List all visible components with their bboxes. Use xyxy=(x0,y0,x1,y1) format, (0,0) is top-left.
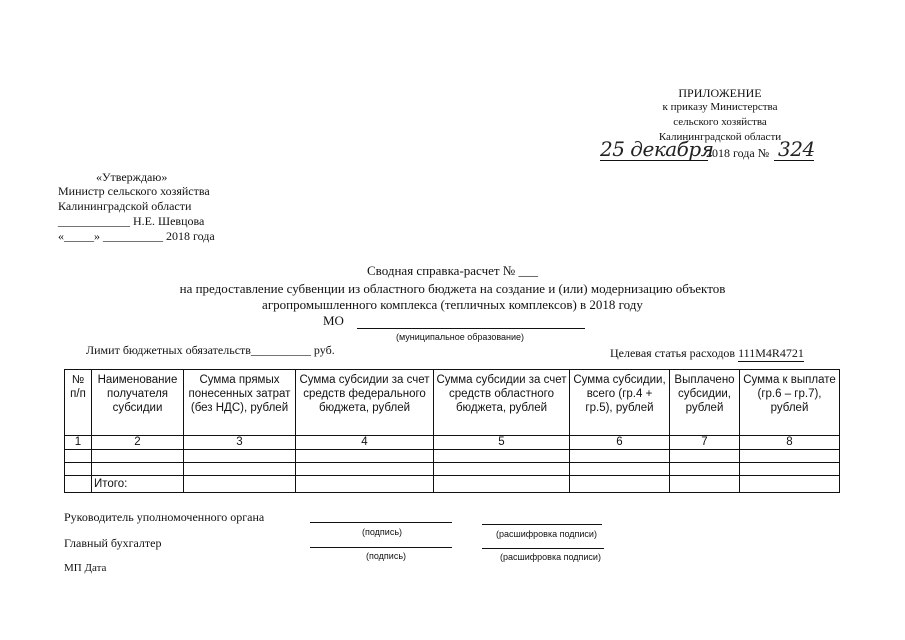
appendix-year-text: 2018 года № xyxy=(706,146,770,160)
accountant-sign-caption: (подпись) xyxy=(366,551,407,561)
appendix-date-underline xyxy=(600,160,708,161)
accountant-sign-line xyxy=(310,547,452,548)
doc-title-line-3: агропромышленного комплекса (тепличных комплексов) в 2018 году xyxy=(262,297,643,312)
table-total-row xyxy=(65,476,840,493)
table-row xyxy=(65,463,840,476)
number-cell: 3 xyxy=(184,436,296,450)
appendix-line-2: сельского хозяйства xyxy=(673,116,767,128)
approval-title: «Утверждаю» xyxy=(96,170,168,184)
mo-label: МО xyxy=(323,313,344,328)
header-cell: Выплачено субсидии, рублей xyxy=(670,370,740,436)
total-label: Итого: xyxy=(92,476,184,493)
head-label: Руководитель уполномоченного органа xyxy=(64,510,265,524)
appendix-number-handwritten: 324 xyxy=(778,137,815,161)
mo-caption: (муниципальное образование) xyxy=(396,332,525,342)
header-cell: № п/п xyxy=(65,370,92,436)
approval-date-line: «_____» __________ 2018 года xyxy=(58,229,215,243)
number-cell: 1 xyxy=(65,436,92,450)
accountant-decode-line xyxy=(482,548,604,549)
number-cell: 5 xyxy=(434,436,570,450)
appendix-title: ПРИЛОЖЕНИЕ xyxy=(678,86,762,100)
calculation-table xyxy=(64,369,840,493)
header-cell: Сумма субсидии за счет средств областного бюджета, рублей xyxy=(434,370,570,436)
head-sign-line xyxy=(310,522,452,523)
table-header-row xyxy=(65,370,840,436)
header-cell: Сумма прямых понесенных затрат (без НДС), рублей xyxy=(184,370,296,436)
target-row xyxy=(610,346,804,362)
accountant-label: Главный бухгалтер xyxy=(64,536,162,550)
approval-signature-line: ____________ Н.Е. Шевцова xyxy=(58,214,205,228)
appendix-number-underline xyxy=(774,160,814,161)
head-decode-caption: (расшифровка подписи) xyxy=(496,529,597,539)
number-cell: 6 xyxy=(570,436,670,450)
mp-date-label: МП Дата xyxy=(64,562,107,574)
appendix-line-3: Калининградской области xyxy=(658,131,782,143)
table-row xyxy=(65,450,840,463)
doc-title-line-2: на предоставление субвенции из областного бюджета на создание и (или) модернизацию объектов xyxy=(179,281,726,296)
header-cell: Наименование получателя субсидии xyxy=(92,370,184,436)
accountant-decode-caption: (расшифровка подписи) xyxy=(500,552,601,562)
header-cell: Сумма к выплате (гр.6 – гр.7), рублей xyxy=(740,370,840,436)
doc-title-line-1: Сводная справка-расчет № ___ xyxy=(367,263,538,278)
approval-line-2: Калининградской области xyxy=(58,199,192,213)
table-number-row xyxy=(65,436,840,450)
number-cell: 4 xyxy=(296,436,434,450)
head-sign-caption: (подпись) xyxy=(362,527,403,537)
target-code: 111M4R4721 xyxy=(738,346,804,360)
header-cell: Сумма субсидии, всего (гр.4 + гр.5), рублей xyxy=(570,370,670,436)
appendix-line-1: к приказу Министерства xyxy=(662,101,778,113)
mo-underline xyxy=(357,328,585,329)
approval-line-1: Министр сельского хозяйства xyxy=(58,184,210,198)
number-cell: 7 xyxy=(670,436,740,450)
number-cell: 8 xyxy=(740,436,840,450)
header-cell: Сумма субсидии за счет средств федерального бюджета, рублей xyxy=(296,370,434,436)
target-label: Целевая статья расходов xyxy=(610,346,736,360)
appendix-date-handwritten: 25 декабря xyxy=(600,137,714,161)
number-cell: 2 xyxy=(92,436,184,450)
limit-label: Лимит бюджетных обязательств__________ руб. xyxy=(86,343,335,357)
head-decode-line xyxy=(482,524,602,525)
